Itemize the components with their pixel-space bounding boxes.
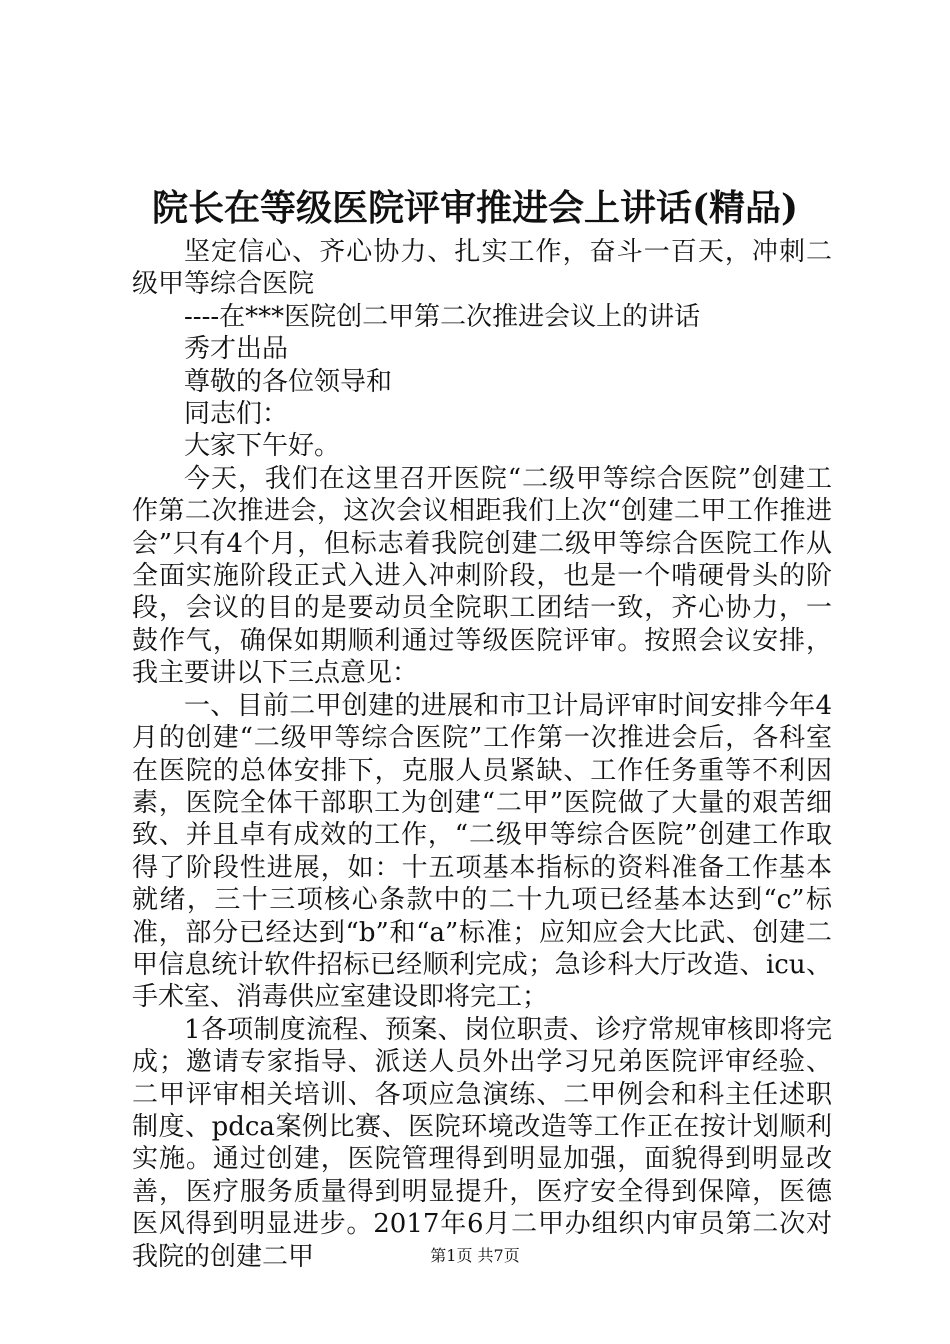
paragraph-theme: 坚定信心、齐心协力、扎实工作，奋斗一百天，冲刺二级甲等综合医院 xyxy=(132,237,832,300)
page-number: 第1页 共7页 xyxy=(430,1246,520,1265)
paragraph-progress: 1各项制度流程、预案、岗位职责、诊疗常规审核即将完成；邀请专家指导、派送人员外出学习兄弟医院评审经验、二甲评审相关培训、各项应急演练、二甲例会和科主任述职制度、pdca案例比赛、医院环境改造等工作正在按计划顺利实施。通过创建，医院管理得到明显加强，面貌得到明显改善，医疗服务质量得到明显提升，医疗安全得到保障，医德医风得到明显进步。2017年6月二甲办组织内审员第二次对我院的创建二甲 xyxy=(132,1014,832,1272)
paragraph-salutation: 尊敬的各位领导和 xyxy=(184,366,393,397)
paragraph-salutation-cont: 同志们： xyxy=(184,399,289,430)
paragraph-source: 秀才出品 xyxy=(184,334,289,365)
paragraph-subtitle: ----在***医院创二甲第二次推进会议上的讲话 xyxy=(184,301,701,332)
document-title: 院长在等级医院评审推进会上讲话(精品) xyxy=(151,187,799,229)
paragraph-greeting: 大家下午好。 xyxy=(184,431,341,462)
paragraph-intro: 今天，我们在这里召开医院“二级甲等综合医院”创建工作第二次推进会，这次会议相距我们上次“创建二甲工作推进会”只有4个月，但标志着我院创建二级甲等综合医院工作从全面实施阶段正式入进入冲刺阶段，也是一个啃硬骨头的阶段，会议的目的是要动员全院职工团结一致，齐心协力，一鼓作气，确保如期顺利通过等级医院评审。按照会议安排，我主要讲以下三点意见： xyxy=(132,463,832,689)
paragraph-section-one: 一、目前二甲创建的进展和市卫计局评审时间安排今年4月的创建“二级甲等综合医院”工作第一次推进会后，各科室在医院的总体安排下，克服人员紧缺、工作任务重等不利因素，医院全体干部职工为创建“二甲”医院做了大量的艰苦细致、并且卓有成效的工作，“二级甲等综合医院”创建工作取得了阶段性进展，如：十五项基本指标的资料准备工作基本就绪，三十三项核心条款中的二十九项已经基本达到“c”标准，部分已经达到“b”和“a”标准；应知应会大比武、创建二甲信息统计软件招标已经顺利完成；急诊科大厅改造、icu、手术室、消毒供应室建设即将完工； xyxy=(132,690,832,1013)
document-body xyxy=(132,236,832,1273)
